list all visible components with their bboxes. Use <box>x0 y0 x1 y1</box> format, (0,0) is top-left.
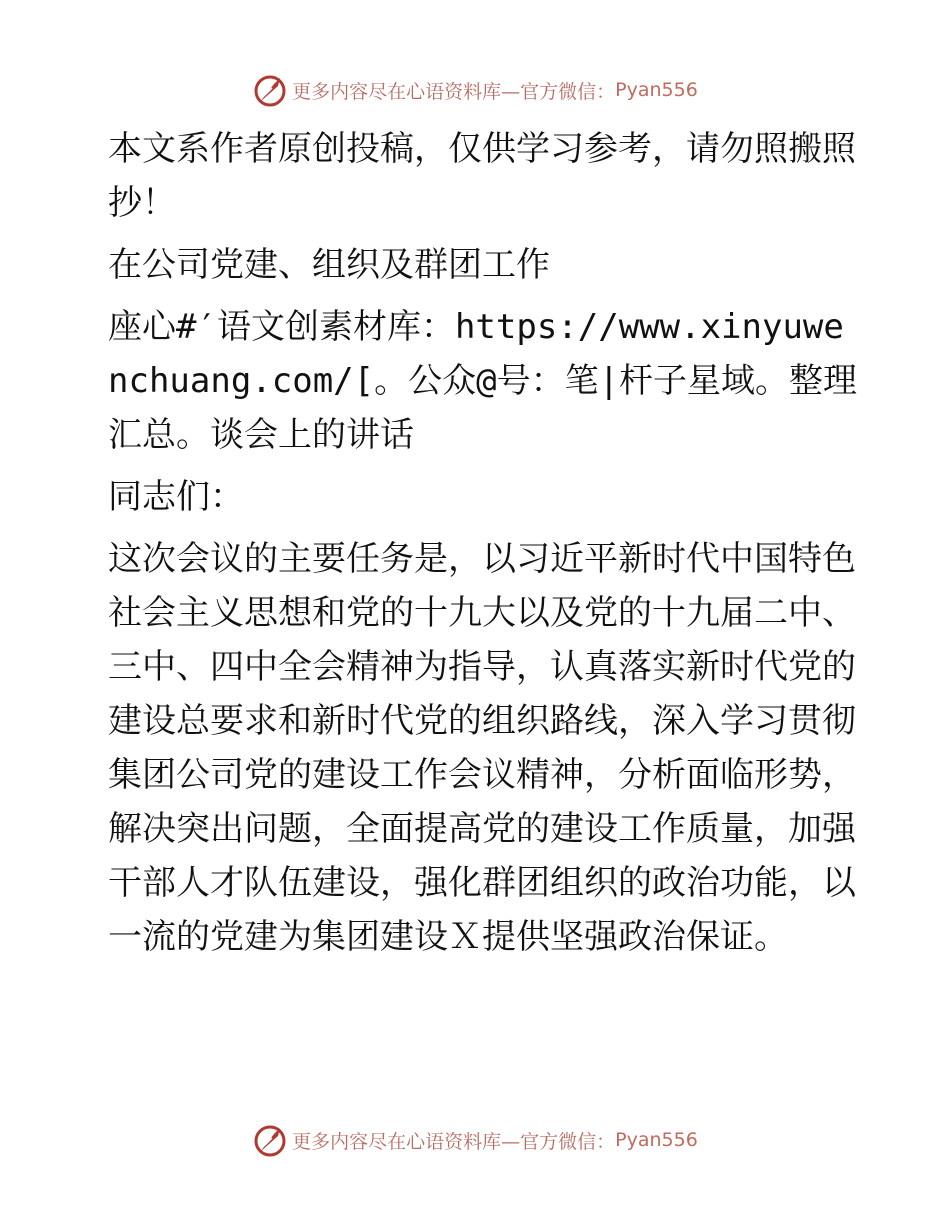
header-watermark-banner <box>0 70 950 110</box>
copyright-notice: 本文系作者原创投稿，仅供学习参考，请勿照搬照抄！ <box>108 129 856 223</box>
document-body <box>98 122 858 964</box>
body-paragraph: 这次会议的主要任务是，以习近平新时代中国特色社会主义思想和党的十九大以及党的十九届二中、三中、四中全会精神为指导，认真落实新时代党的建设总要求和新时代党的组织路线，深入学习贯彻集团公司党的建设工作会议精神，分析面临形势，解决突出问题，全面提高党的建设工作质量，加强干部人才队伍建设，强化群团组织的政治功能，以一流的党建为集团建设Ｘ提供坚强政治保证。 <box>108 539 856 957</box>
source-line: 座心#′语文创素材库：https://www.xinyuwenchuang.com/[。公众@号：笔|杆子星域。整理汇总。谈会上的讲话 <box>108 307 858 455</box>
quill-logo-icon <box>252 1122 288 1158</box>
quill-logo-icon <box>252 72 288 108</box>
banner-text: 更多内容尽在心语资料库—官方微信： <box>292 80 616 103</box>
document-title: 在公司党建、组织及群团工作 <box>108 245 550 285</box>
banner-wechat-id: Pyan556 <box>615 79 698 101</box>
greeting: 同志们： <box>108 477 244 517</box>
banner-text: 更多内容尽在心语资料库—官方微信： <box>292 1130 616 1153</box>
banner-wechat-id: Pyan556 <box>615 1129 698 1151</box>
footer-watermark-banner <box>0 1120 950 1160</box>
